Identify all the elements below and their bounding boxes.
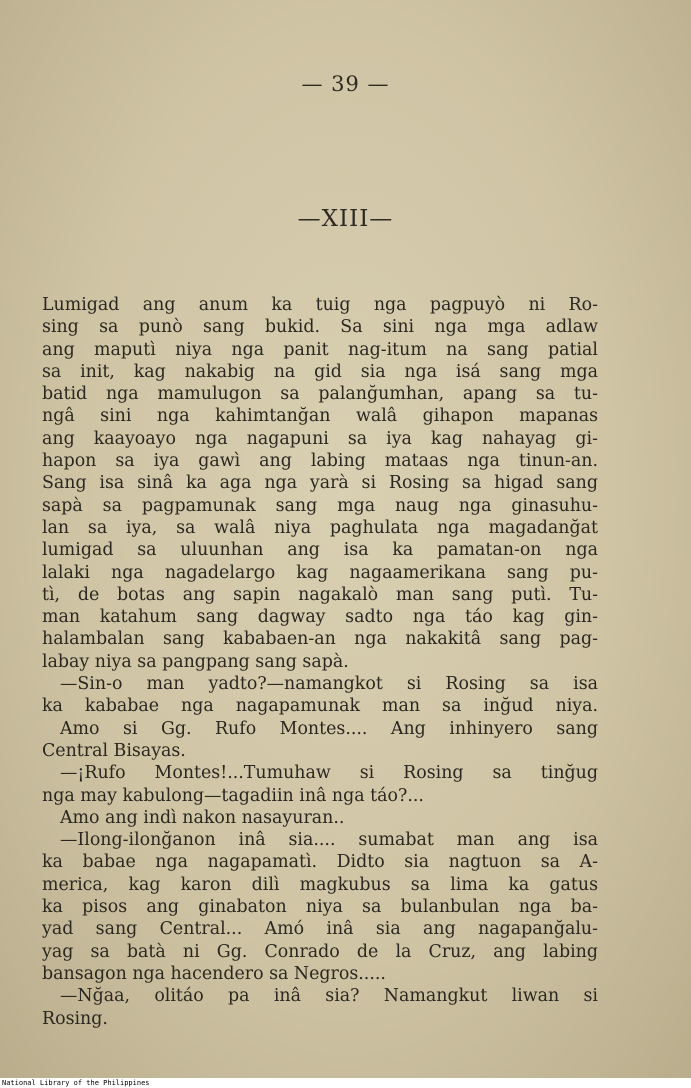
text-line: —Sin-o man yadto?—namangkot si Rosing sa isa bbox=[60, 674, 598, 695]
library-credit: National Library of the Philippines bbox=[2, 1079, 150, 1087]
text-line: ka kababae nga nagapamunak man sa inğud niya. bbox=[42, 696, 598, 717]
text-line: ka pisos ang ginabaton niya sa bulanbulan nga ba- bbox=[42, 897, 598, 918]
text-line: Sang isa sinâ ka aga nga yarà si Rosing sa higad sang bbox=[42, 473, 598, 494]
text-line: batid nga mamulugon sa palanğumhan, apang sa tu- bbox=[42, 384, 598, 405]
text-line: Amo si Gg. Rufo Montes.... Ang inhinyero sang bbox=[60, 718, 598, 739]
text-line: ang maputì niya nga panit nag-itum na sang patial bbox=[42, 339, 598, 360]
text-line: ngâ sini nga kahimtanğan walâ gihapon mapanas bbox=[42, 406, 598, 427]
text-line: man katahum sang dagway sadto nga táo kag gin- bbox=[42, 607, 598, 628]
text-line: —Nğaa, olitáo pa inâ sia? Namangkut liwan si bbox=[60, 986, 598, 1007]
text-line: tì, de botas ang sapin nagakalò man sang putì. Tu- bbox=[42, 584, 598, 605]
page-number: — 39 — bbox=[301, 72, 390, 96]
text-line: Central Bisayas. bbox=[42, 740, 186, 761]
text-line: bansagon nga hacendero sa Negros..... bbox=[42, 963, 386, 984]
text-line: lumigad sa uluunhan ang isa ka pamatan-on nga bbox=[42, 540, 598, 561]
text-line: nga may kabulong—tagadiin inâ nga táo?... bbox=[42, 785, 424, 806]
text-line: Rosing. bbox=[42, 1008, 108, 1029]
text-line: ang kaayoayo nga nagapuni sa iya kag nahayag gi- bbox=[42, 428, 598, 449]
text-line: labay niya sa pangpang sang sapà. bbox=[42, 651, 349, 672]
text-line: —¡Rufo Montes!...Tumuhaw si Rosing sa tinğug bbox=[60, 763, 598, 784]
text-line: sa init, kag nakabig na gid sia nga isá sang mga bbox=[42, 361, 598, 382]
text-line: lan sa iya, sa walâ niya paghulata nga magadanğat bbox=[42, 517, 598, 538]
text-line: Lumigad ang anum ka tuig nga pagpuyò ni Ro- bbox=[42, 295, 598, 315]
body-text bbox=[42, 294, 598, 1030]
text-line: halambalan sang kababaen-an nga nakakitâ sang pag- bbox=[42, 629, 598, 650]
text-line: yad sang Central... Amó inâ sia ang nagapanğalu- bbox=[42, 919, 598, 940]
text-line: hapon sa iya gawì ang labing mataas nga tinun-an. bbox=[42, 451, 598, 472]
text-line: merica, kag karon dilì magkubus sa lima ka gatus bbox=[42, 874, 598, 895]
text-line: yag sa batà ni Gg. Conrado de la Cruz, ang labing bbox=[42, 941, 598, 962]
text-line: ka babae nga nagapamatì. Didto sia nagtuon sa A- bbox=[42, 852, 598, 873]
chapter-heading: —XIII— bbox=[297, 206, 394, 232]
text-line: lalaki nga nagadelargo kag nagaamerikana sang pu- bbox=[42, 562, 598, 583]
text-line: sapà sa pagpamunak sang mga naug nga ginasuhu- bbox=[42, 495, 598, 516]
text-line: —Ilong-ilonğanon inâ sia.... sumabat man ang isa bbox=[60, 830, 598, 851]
text-line: sing sa punò sang bukid. Sa sini nga mga adlaw bbox=[42, 317, 598, 338]
text-line: Amo ang indì nakon nasayuran.. bbox=[60, 807, 345, 828]
